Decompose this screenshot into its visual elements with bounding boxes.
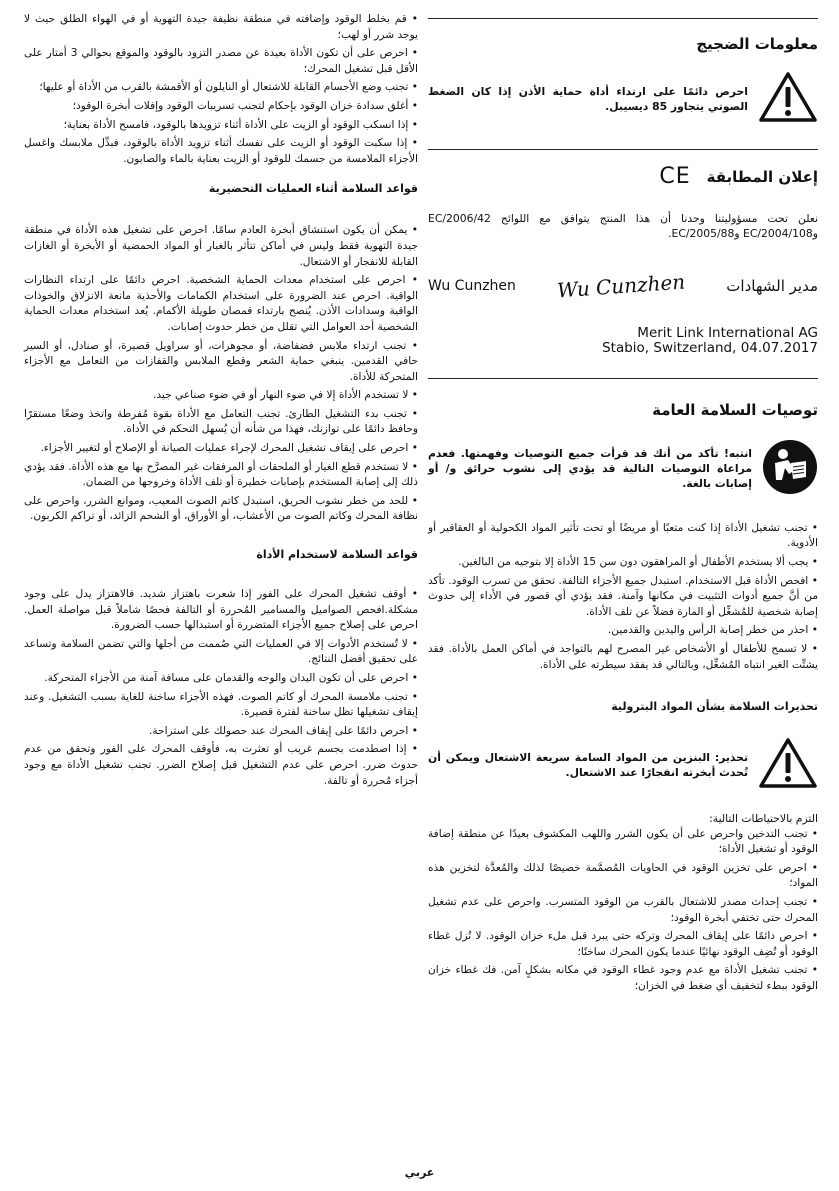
list-item: • احرص على أن تكون اليدان والوجه والقدمان على مسافة آمنة من الأجزاء المتحركة. xyxy=(24,671,418,687)
warning-triangle-icon xyxy=(758,71,818,127)
company-location-date: Stabio, Switzerland, 04.07.2017 xyxy=(602,339,818,356)
list-item: • احرص دائمًا على إيقاف المحرك وتركه حتى يبرد قبل ملء خزان الوقود. لا تُزل غطاء الوقود أو تُضِف الوقود نهائيًا عندما يكون المحرك ساخنًا؛ xyxy=(428,929,818,960)
noise-warning-text: احرص دائمًا على ارتداء أداة حماية الأذن إذا كان الضغط الصوتي يتجاوز 85 ديسيبل. xyxy=(428,85,748,113)
petrol-section-title: تحذيرات السلامة بشأن المواد البترولية xyxy=(611,700,818,714)
general-rules-list xyxy=(428,521,818,673)
list-item: • تجنب ملامسة المحرك أو كاتم الصوت. فهذه الأجزاء ساخنة للغاية بسبب التشغيل. وعند إيقاف تشغيلها تظل ساخنة لفترة قصيرة. xyxy=(24,690,418,721)
use-section-title: قواعد السلامة لاستخدام الأداة xyxy=(256,548,418,562)
conformity-header xyxy=(428,164,818,189)
petrol-intro: التزم بالاحتياطات التالية: xyxy=(709,812,818,826)
signer-title: مدير الشهادات xyxy=(726,276,818,295)
page-footer-language: عربي xyxy=(404,1166,435,1179)
right-column xyxy=(428,18,818,998)
petrol-warning xyxy=(428,737,818,793)
list-item: • تجنب تشغيل الأداة إذا كنت متعبًا أو مريضًا أو تحت تأثير المواد الكحولية أو العقاقير أو الأدوية. xyxy=(428,521,818,552)
list-item: • إذا اصطدمت بجسم غريب أو تعثرت به، فأوقف المحرك على الفور وتحقق من عدم حدوث ضرر. احرص على عدم التشغيل قبل إصلاح الضرر. تجنب تشغيل الأداة مع وجود أجزاء مُحررة أو تالفة. xyxy=(24,742,418,789)
list-item: • إذا انسكب الوقود أو الزيت على الأداة أثناء تزويدها بالوقود، فامسح الأداة بعناية؛ xyxy=(24,118,418,134)
divider xyxy=(428,149,818,150)
list-item: • احرص دائمًا على إيقاف المحرك عند حصولك على استراحة. xyxy=(24,724,418,740)
petrol-warning-text: تحذير: البنزين من المواد السامة سريعة الاشتعال ويمكن أن تُحدث أبخرته انفجارًا عند الاشتعال. xyxy=(428,751,748,780)
list-item: • احرص على أن تكون الأداة بعيدة عن مصدر التزود بالوقود والموقع بحوالي 3 أمتار على الأقل قبل تشغيل المحرك؛ xyxy=(24,46,418,77)
warning-triangle-icon xyxy=(758,737,818,793)
fuel-handling-list xyxy=(24,12,418,167)
noise-section-title: معلومات الضجيج xyxy=(696,35,818,53)
list-item: • تجنب بدء التشغيل الطارئ. تجنب التعامل مع الأداة بقوة مُفرطة واتخذ وضعًا مستقرًا وحافظ دائمًا على توازنك، فهذا من شأنه أن يُسهل التحكم في الأداة. xyxy=(24,407,418,438)
list-item: • افحص الأداة قبل الاستخدام. استبدل جميع الأجزاء التالفة. تحقق من تسرب الوقود. تأكد من أنَّ جميع أدوات التثبيت في مكانها وآمنة. فقد يؤدي أي قصور في الأداء إلى حدوث إصابة شخصية للمُشغِّل أو المارة فضلاً عن تلف الأداة. xyxy=(428,574,818,621)
ce-mark-icon: CE xyxy=(659,164,691,189)
list-item: • إذا سكبت الوقود أو الزيت على نفسك أثناء تزويد الأداة بالوقود، فبدِّل ملابسك واغسل الأجزاء الملامسة من جسمك للوقود أو الزيت بعناية بالماء والصابون. xyxy=(24,136,418,167)
divider xyxy=(428,378,818,379)
use-rules-list xyxy=(24,587,418,789)
signer-name: Wu Cunzhen xyxy=(428,277,516,294)
list-item: • أغلق سدادة خزان الوقود بإحكام لتجنب تسريبات الوقود وإفلات أبخرة الوقود؛ xyxy=(24,99,418,115)
list-item: • احرص على تخزين الوقود في الحاويات المُصمَّمة خصيصًا لذلك والمُعدَّة لتخزين هذه المواد؛ xyxy=(428,861,818,892)
left-column xyxy=(24,12,418,792)
prep-rules-list xyxy=(24,223,418,525)
list-item: • يجب ألا يستخدم الأطفال أو المراهقون دون سن 15 الأداة إلا بتوجيه من البالغين. xyxy=(428,555,818,571)
list-item: • تجنب التدخين واحرص على أن يكون الشرر واللهب المكشوف بعيدًا عن منطقة إضافة الوقود أو تشغيل الأداة؛ xyxy=(428,827,818,858)
signature: Wu Cunzhen xyxy=(556,269,686,303)
general-section-title: توصيات السلامة العامة xyxy=(652,400,818,419)
company-name: Merit Link International AG xyxy=(637,324,818,341)
list-item: • تجنب وضع الأجسام القابلة للاشتعال أو النايلون أو الأقمشة بالقرب من الأداة أو عليها؛ xyxy=(24,80,418,96)
list-item: • احرص على إيقاف تشغيل المحرك لإجراء عمليات الصيانة أو الإصلاح أو لتغيير الأجزاء. xyxy=(24,441,418,457)
list-item: • لا تسمح للأطفال أو الأشخاص غير المصرح لهم بالتواجد في أماكن العمل بالأداة. فقد يشتِّت الغير انتباه المُشغِّل، وبالتالي قد يفقد سيطرته على الأداة. xyxy=(428,642,818,673)
signature-row xyxy=(428,269,818,303)
noise-warning xyxy=(428,71,818,127)
list-item: • احرص على استخدام معدات الحماية الشخصية. احرص دائمًا على ارتداء النظارات الواقية. احرص عند الضرورة على استخدام الكمامات والأحذية مانعة الانزلاق والخوذات الواقية وسدادات الأذن. يُنصح بارتداء قمصان طويلة الأكمام. يُعد استخدام معدات الحماية الشخصية أحد العوامل التي تقلل من خطر حدوث إصابات. xyxy=(24,273,418,335)
read-manual-icon xyxy=(762,439,818,499)
list-item: • لا تستخدم الأداة إلا في ضوء النهار أو في ضوء صناعي جيد. xyxy=(24,388,418,404)
list-item: • تجنب تشغيل الأداة مع عدم وجود غطاء الوقود في مكانه بشكلٍ آمن. فك غطاء خزان الوقود ببطء لتخفيف أي ضغط في الخزان؛ xyxy=(428,963,818,994)
general-warning xyxy=(428,439,818,499)
list-item: • يمكن أن يكون استنشاق أبخرة العادم سامًا. احرص على تشغيل هذه الأداة في منطقة جيدة التهوية فقط وليس في أماكن تتأثر بالغبار أو المواد الحمضية أو الأبخرة أو الغازات القابلة للانفجار أو الاشتعال. xyxy=(24,223,418,270)
list-item: • احذر من خطر إصابة الرأس واليدين والقدمين. xyxy=(428,623,818,639)
list-item: • أوقف تشغيل المحرك على الفور إذا شعرت باهتزاز شديد. فالاهتزاز يدل على وجود مشكلة.افحص الصواميل والمسامير المُحررة أو التالفة فحصًا شاملاً قبل مواصلة العمل. احرص على إصلاح جميع الأجزاء المتضررة أو استبدالها حسب الضرورة. xyxy=(24,587,418,634)
company-address xyxy=(428,326,818,356)
list-item: • تجنب ارتداء ملابس فضفاضة، أو مجوهرات، أو سراويل قصيرة، أو صنادل، أو السير حافي القدمين. ينبغي حماية الشعر وقطع الملابس والقفازات من التعامل مع الأجزاء المتحركة للأداة. xyxy=(24,339,418,386)
conformity-statement: نعلن تحت مسؤوليتنا وحدنا أن هذا المنتج يتوافق مع اللوائح 2006/42/EC و2004/108/EC و2005/88/EC. xyxy=(428,212,818,241)
list-item: • لا تستخدم قطع الغيار أو الملحقات أو المرفقات غير المصرَّح بها مع هذه الأداة. فقد يؤدي ذلك إلى إصابة المستخدم بإصابات خطيرة أو تلف الأداة وخروجها من الضمان. xyxy=(24,460,418,491)
list-item: • للحد من خطر نشوب الحريق، استبدل كاتم الصوت المعيب، وموانع الشرر، واحرص على نظافة المحرك وكاتم الصوت من الأعشاب، أو الأوراق، أو الشحم الزائد، أو تراكم الكربون. xyxy=(24,494,418,525)
conformity-section-title: إعلان المطابقة xyxy=(706,167,818,186)
list-item: • لا تُستخدم الأدوات إلا في العمليات التي صُممت من أجلها والتي تضمن السلامة وتساعد على تحقيق أفضل النتائج. xyxy=(24,637,418,668)
prep-section-title: قواعد السلامة أثناء العمليات التحضيرية xyxy=(208,182,418,196)
list-item: • قم بخلط الوقود وإضافته في منطقة نظيفة جيدة التهوية أو في الهواء الطلق حيث لا يوجد شرر أو لهب؛ xyxy=(24,12,418,43)
petrol-rules-list xyxy=(428,827,818,995)
divider xyxy=(428,18,818,19)
list-item: • تجنب إحداث مصدر للاشتعال بالقرب من الوقود المتسرب. واحرص على عدم تشغيل المحرك حتى تختفي أبخرة الوقود؛ xyxy=(428,895,818,926)
general-warning-text: انتبه! تأكد من أنك قد قرأت جميع التوصيات وفهمتها. فعدم مراعاة التوصيات التالية قد يؤدي إلى نشوب حرائق و/ أو إصابات بالغة. xyxy=(428,447,752,491)
